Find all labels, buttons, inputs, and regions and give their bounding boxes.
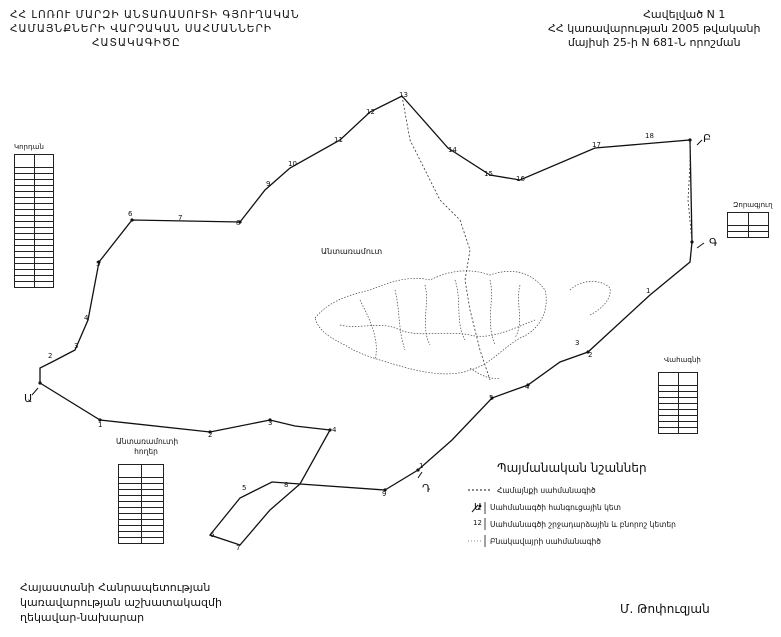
left-table-title: Կորդան — [14, 143, 44, 151]
svg-text:5: 5 — [96, 260, 101, 268]
map-title-line-1: ՀՀ ԼՈՌՈՒ ՄԱՐԶԻ ԱՆՏԱՌԱՍՈՒՏԻ ԳՅՈՒՂԱԿԱՆ — [10, 9, 300, 21]
svg-text:15: 15 — [484, 170, 493, 178]
svg-text:13: 13 — [399, 91, 408, 99]
svg-text:1: 1 — [98, 421, 103, 429]
svg-text:2: 2 — [48, 352, 53, 360]
svg-text:4: 4 — [525, 383, 530, 391]
svg-text:4: 4 — [332, 426, 337, 434]
map-title-line-2: ՀԱՄԱՅՆՔՆԵՐԻ ՎԱՐՉԱԿԱՆ ՍԱՀՄԱՆՆԵՐԻ — [10, 23, 272, 35]
legend-symbol-12: 12 — [473, 519, 482, 527]
svg-text:3: 3 — [575, 339, 580, 347]
right-table-title: Վահագնի — [664, 356, 701, 364]
point-g-label: Գ — [709, 236, 718, 249]
svg-text:10: 10 — [288, 160, 297, 168]
svg-text:3: 3 — [268, 419, 273, 427]
svg-text:6: 6 — [210, 531, 215, 539]
legend-symbol-a: Ա — [474, 502, 482, 513]
signatory-line-1: Հայաստանի Հանրապետության — [20, 581, 211, 594]
svg-text:2: 2 — [208, 431, 213, 439]
svg-text:7: 7 — [236, 544, 241, 552]
signatory-name: Մ. Թոփուզյան — [620, 602, 710, 616]
signatory-title — [20, 580, 222, 625]
legend-item-settlement-boundary: Բնակավայրի սահմանագիծ — [490, 537, 601, 546]
svg-text:14: 14 — [448, 146, 457, 154]
svg-text:9: 9 — [266, 180, 271, 188]
legend-item-turning-points: Սահմանագծի շրջադարձային և բնորոշ կետեր — [490, 520, 676, 529]
svg-text:3: 3 — [74, 342, 79, 350]
legend-item-community-boundary: Համայնքի սահմանագիծ — [497, 486, 596, 495]
svg-text:17: 17 — [592, 141, 601, 149]
svg-text:2: 2 — [588, 351, 593, 359]
legend-item-node-point: Սահմանագծի հանգուցային կետ — [490, 503, 621, 512]
svg-text:9: 9 — [382, 490, 387, 498]
svg-text:8: 8 — [236, 219, 241, 227]
svg-text:8: 8 — [284, 481, 289, 489]
appendix-line-3: մայիսի 25-ի N 681-Ն որոշման — [567, 36, 741, 49]
svg-text:1: 1 — [419, 462, 424, 470]
svg-text:1: 1 — [646, 287, 651, 295]
svg-text:16: 16 — [516, 175, 525, 183]
point-a-label: Ա — [24, 392, 33, 405]
point-b-label: Բ — [703, 132, 712, 145]
svg-text:5: 5 — [242, 484, 247, 492]
svg-text:11: 11 — [334, 136, 343, 144]
appendix-line-2: ՀՀ կառավարության 2005 թվականի — [548, 22, 761, 35]
map-title-line-3: ՀԱՏԱԿԱԳԻԾԸ — [92, 37, 181, 49]
signatory-line-3: ղեկավար-նախարար — [20, 611, 145, 624]
village-name-label: Անտառամուտ — [321, 247, 383, 256]
signatory-line-2: կառավարության աշխատակազմի — [20, 596, 222, 609]
legend-title: Պայմանական նշաններ — [497, 461, 647, 475]
svg-text:12: 12 — [366, 108, 375, 116]
svg-text:5: 5 — [489, 394, 494, 402]
svg-text:4: 4 — [84, 314, 89, 322]
region-lands-label: Անտառամուտի հողեր — [116, 437, 179, 456]
point-d-label: Դ — [422, 482, 431, 495]
svg-text:7: 7 — [178, 214, 183, 222]
svg-text:18: 18 — [645, 132, 654, 140]
top-right-table-title: Զորագյուղ — [733, 201, 773, 209]
svg-text:6: 6 — [128, 210, 133, 218]
appendix-number: Հավելված N 1 — [643, 8, 726, 21]
